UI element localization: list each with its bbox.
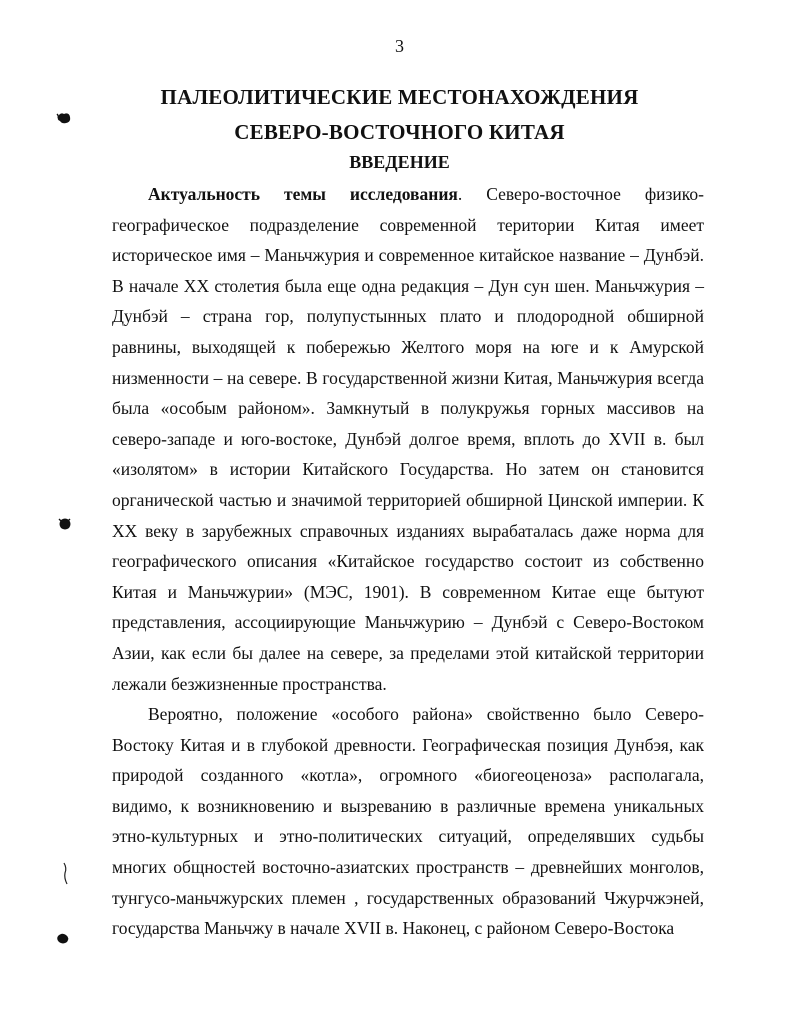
scan-mark-icon [56,111,72,125]
paragraph [112,179,704,699]
page-title-line-1: ПАЛЕОЛИТИЧЕСКИЕ МЕСТОНАХОЖДЕНИЯ [160,85,639,109]
paragraph-text: Вероятно, положение «особого района» свойственно было Северо-Востоку Китая и в глубокой древности. Географическая позиция Дунбэя, как природой созданного «котла», огромного «биогеоценоза» располагала, видимо, к возникновению и вызреванию в различные времена уникальных этно-культурных и этно-политических ситуаций, определявших судьбы многих общностей восточно-азиатских пространств – древнейших монголов, тунгусо-маньчжурских племен , государственных образований Чжурчжэней, государства Маньчжу в начале XVII в. Наконец, с районом Северо-Востока [112,704,704,939]
page-title-line-2: СЕВЕРО-ВОСТОЧНОГО КИТАЯ [234,120,565,144]
paragraph [112,699,704,944]
page-number: 3 [395,36,404,56]
paragraph-lead: Актуальность темы исследования [148,184,458,204]
body-text [112,179,704,944]
section-heading: ВВЕДЕНИЕ [349,152,450,172]
scan-mark-icon [62,862,70,886]
paragraph-text: . Северо-восточное физико-географическое подразделение современной територии Китая имеет историческое имя – Маньчжурия и современное китайское название – Дунбэй. В начале XX столетия была еще одна редакция – Дун сун шен. Маньчжурия – Дунбэй – страна гор, полупустынных плато и плодородной обширной равнины, выходящей к побережью Желтого моря на юге и к Амурской низменности – на севере. В государственной жизни Китая, Маньчжурия всегда была «особым районом». Замкнутый в полукружья горных массивов на северо-западе и юго-востоке, Дунбэй долгое время, вплоть до XVII в. был «изолятом» в истории Китайского Государства. Но затем он становится органической частью и значимой территорией обширной Цинской империи. К XX веку в зарубежных справочных изданиях вырабаталась даже норма для географического описания «Китайское государство состоит из собственно Китая и Маньчжурии» (МЭС, 1901). В современном Китае еще бытуют представления, ассоциирующие Маньчжурию – Дунбэй с Северо-Востоком Азии, как если бы далее на севере, за пределами этой китайской территории лежали безжизненные пространства. [112,184,704,694]
scan-mark-icon [58,517,72,531]
scan-mark-icon [56,932,70,945]
